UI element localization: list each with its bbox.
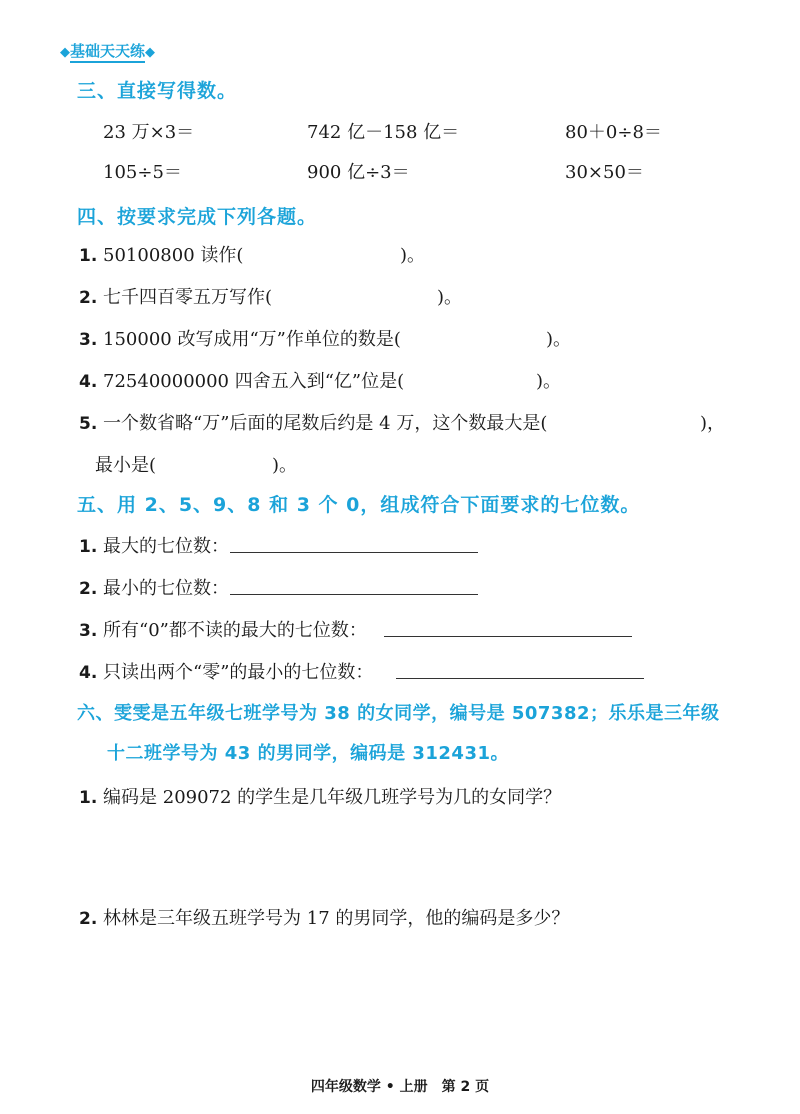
question-number: 2. [79, 288, 98, 308]
question-number: 4. [79, 663, 98, 683]
question-5-2 [79, 574, 229, 600]
diamond-icon: ◆ [60, 45, 70, 60]
question-text: 最小的七位数： [103, 578, 230, 599]
question-4-3 [79, 325, 401, 351]
question-text: 编码是 209072 的学生是几年级几班学号为几的女同学？ [103, 787, 562, 808]
question-number: 5. [79, 414, 98, 434]
answer-close-paren: )。 [272, 455, 298, 476]
question-4-1 [79, 241, 243, 267]
question-text: 所有“0”都不读的最大的七位数： [103, 620, 367, 641]
question-text: 最大的七位数： [103, 536, 230, 557]
question-text: 只读出两个“零”的最小的七位数： [103, 662, 374, 683]
page-footer: 四年级数学 • 上册 第 2 页 [310, 1079, 490, 1095]
badge-label: 基础天天练 [70, 42, 145, 63]
calc-item: 30×50＝ [565, 162, 644, 183]
question-number: 1. [79, 537, 98, 557]
question-number: 3. [79, 621, 98, 641]
question-4-5-line2: 最小是( [95, 455, 157, 476]
question-6-2 [79, 904, 569, 930]
calc-item: 23 万×3＝ [103, 122, 195, 143]
calc-item: 900 亿÷3＝ [307, 162, 410, 183]
section-4-title: 四、按要求完成下列各题。 [77, 206, 318, 228]
answer-line[interactable] [384, 636, 632, 637]
question-number: 3. [79, 330, 98, 350]
diamond-icon: ◆ [145, 45, 156, 60]
answer-line[interactable] [230, 594, 478, 595]
question-5-3 [79, 616, 367, 642]
calc-item: 742 亿－158 亿＝ [307, 122, 460, 143]
question-text: 一个数省略“万”后面的尾数后约是 4 万，这个数最大是( [103, 413, 548, 434]
question-number: 1. [79, 788, 98, 808]
question-text: 50100800 读作( [103, 245, 244, 266]
answer-line[interactable] [230, 552, 478, 553]
question-number: 2. [79, 909, 98, 929]
question-text: 七千四百零五万写作( [103, 287, 273, 308]
question-text: 72540000000 四舍五入到“亿”位是( [103, 371, 405, 392]
answer-close-paren: )。 [400, 245, 426, 266]
section-6-title-line1: 六、雯雯是五年级七班学号为 38 的女同学，编号是 507382；乐乐是三年级 [77, 703, 720, 724]
section-6-title-line2: 十二班学号为 43 的男同学，编码是 312431。 [107, 743, 509, 764]
answer-close-paren: )。 [546, 329, 572, 350]
section-5-title: 五、用 2、5、9、8 和 3 个 0，组成符合下面要求的七位数。 [77, 494, 641, 516]
question-4-5 [79, 409, 547, 435]
answer-close-paren: )。 [536, 371, 562, 392]
section-3-title: 三、直接写得数。 [77, 80, 238, 102]
question-number: 2. [79, 579, 98, 599]
calc-item: 105÷5＝ [103, 162, 182, 183]
question-text: 林林是三年级五班学号为 17 的男同学，他的编码是多少？ [103, 908, 570, 929]
calc-item: 80＋0÷8＝ [565, 122, 662, 143]
question-text: 150000 改写成用“万”作单位的数是( [103, 329, 401, 350]
question-number: 4. [79, 372, 98, 392]
question-number: 1. [79, 246, 98, 266]
answer-line[interactable] [396, 678, 644, 679]
answer-close-paren: )。 [437, 287, 463, 308]
question-6-1 [79, 783, 561, 809]
answer-close-paren: )， [700, 413, 726, 434]
question-5-1 [79, 532, 229, 558]
question-4-4 [79, 367, 404, 393]
section-badge [60, 40, 155, 61]
question-4-2 [79, 283, 272, 309]
question-5-4 [79, 658, 373, 684]
